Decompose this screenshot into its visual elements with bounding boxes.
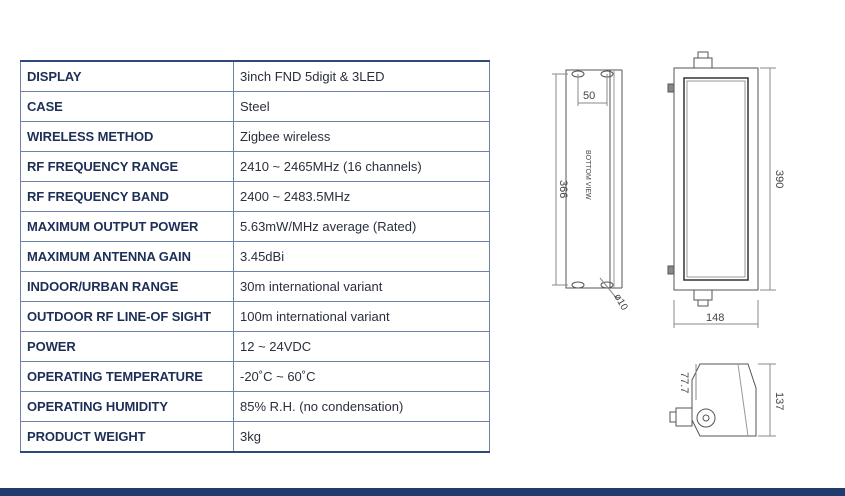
spec-value: 85% R.H. (no condensation)	[234, 392, 490, 422]
spec-label: RF FREQUENCY BAND	[21, 182, 234, 212]
bottom-view-label: BOTTOM VIEW	[584, 150, 591, 200]
spec-label: OPERATING HUMIDITY	[21, 392, 234, 422]
dim-137-label: 137	[773, 392, 785, 411]
spec-label: MAXIMUM ANTENNA GAIN	[21, 242, 234, 272]
front-view-drawing	[668, 52, 776, 328]
spec-label: CASE	[21, 92, 234, 122]
dim-phi10-label: ø10	[611, 292, 630, 313]
spec-label: MAXIMUM OUTPUT POWER	[21, 212, 234, 242]
spec-value: 2410 ~ 2465MHz (16 channels)	[234, 152, 490, 182]
dim-366-label: 366	[557, 180, 569, 199]
spec-value: Steel	[234, 92, 490, 122]
spec-value: 3.45dBi	[234, 242, 490, 272]
dim-390-label: 390	[773, 170, 785, 189]
spec-label: PRODUCT WEIGHT	[21, 422, 234, 453]
spec-label: RF FREQUENCY RANGE	[21, 152, 234, 182]
dim-77-7-label: 77.7	[678, 372, 690, 394]
spec-value: -20˚C ~ 60˚C	[234, 362, 490, 392]
spec-value: 30m international variant	[234, 272, 490, 302]
spec-value: 3inch FND 5digit & 3LED	[234, 61, 490, 92]
spec-value: Zigbee wireless	[234, 122, 490, 152]
spec-label: OUTDOOR RF LINE-OF SIGHT	[21, 302, 234, 332]
dim-148-label: 148	[706, 312, 725, 324]
spec-label: WIRELESS METHOD	[21, 122, 234, 152]
spec-label: OPERATING TEMPERATURE	[21, 362, 234, 392]
spec-value: 2400 ~ 2483.5MHz	[234, 182, 490, 212]
spec-value: 5.63mW/MHz average (Rated)	[234, 212, 490, 242]
footer-bar	[0, 488, 845, 496]
spec-label: POWER	[21, 332, 234, 362]
spec-value: 3kg	[234, 422, 490, 453]
spec-label: INDOOR/URBAN RANGE	[21, 272, 234, 302]
spec-label: DISPLAY	[21, 61, 234, 92]
spec-value: 12 ~ 24VDC	[234, 332, 490, 362]
dim-50-label: 50	[583, 90, 596, 102]
spec-value: 100m international variant	[234, 302, 490, 332]
